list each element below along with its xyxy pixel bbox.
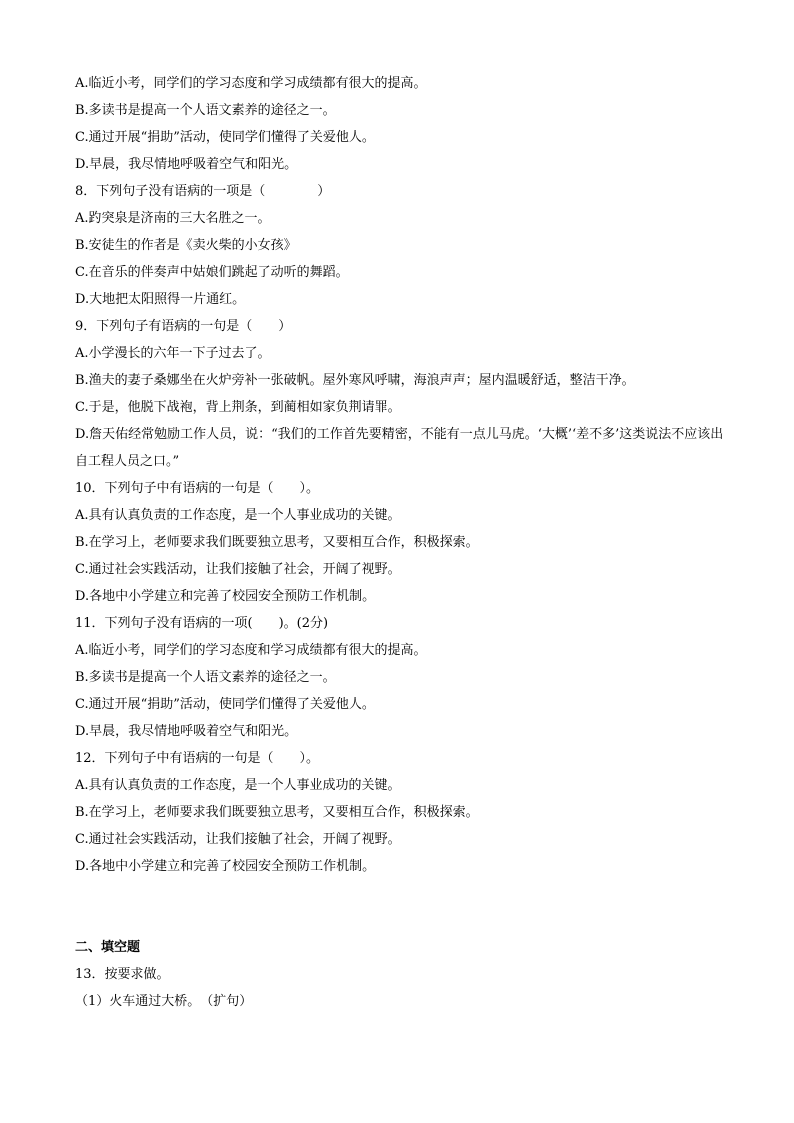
question-10 (75, 475, 735, 610)
option-b: B.在学习上，老师要求我们既要独立思考，又要相互合作，积极探索。 (75, 805, 479, 820)
exam-page (75, 70, 735, 1015)
question-stem: 9．下列句子有语病的一句是（ ） (75, 319, 292, 334)
option-c: C.通过开展“捐助”活动，使同学们懂得了关爱他人。 (75, 697, 375, 712)
option-d: D.各地中小学建立和完善了校园安全预防工作机制。 (75, 589, 376, 604)
option-d: D.大地把太阳照得一片通红。 (75, 292, 246, 307)
question-stem: 11．下列句子没有语病的一项( )。(2分) (75, 616, 329, 631)
option-a: A.小学漫长的六年一下子过去了。 (75, 346, 271, 361)
spacer (75, 880, 735, 934)
question-stem: 8．下列句子没有语病的一项是（ ） (75, 184, 331, 199)
option-c: C.通过社会实践活动，让我们接触了社会，开阔了视野。 (75, 832, 401, 847)
question-13-sub-1: （1）火车通过大桥。 （扩句） (75, 994, 253, 1009)
option-d: D.早晨，我尽情地呼吸着空气和阳光。 (75, 724, 298, 739)
option-d: D.各地中小学建立和完善了校园安全预防工作机制。 (75, 859, 376, 874)
question-11 (75, 610, 735, 745)
section-title: 二、填空题 (75, 940, 141, 955)
question-13-stem: 13．按要求做。 (75, 967, 170, 982)
option-a: A.临近小考，同学们的学习态度和学习成绩都有很大的提高。 (75, 76, 427, 91)
option-b: B.安徒生的作者是《卖火柴的小女孩》 (75, 238, 297, 253)
option-c: C.通过社会实践活动，让我们接触了社会，开阔了视野。 (75, 562, 401, 577)
option-a: A.具有认真负责的工作态度，是一个人事业成功的关键。 (75, 778, 401, 793)
question-8 (75, 178, 735, 313)
option-a: A.具有认真负责的工作态度，是一个人事业成功的关键。 (75, 508, 401, 523)
question-9 (75, 313, 735, 475)
option-c: C.于是，他脱下战袍，背上荆条，到蔺相如家负荆请罪。 (75, 400, 401, 415)
question-7-options (75, 70, 735, 178)
option-b: B.多读书是提高一个人语文素养的途径之一。 (75, 670, 336, 685)
question-12 (75, 745, 735, 880)
option-a: A.临近小考，同学们的学习态度和学习成绩都有很大的提高。 (75, 643, 427, 658)
option-d: D.詹天佑经常勉励工作人员，说：“我们的工作首先要精密，不能有一点儿马虎。‘大概’‘差不多’这类说法不应该出自工程人员之口。” (75, 427, 724, 469)
option-c: C.在音乐的伴奏声中姑娘们跳起了动听的舞蹈。 (75, 265, 349, 280)
option-b: B.在学习上，老师要求我们既要独立思考，又要相互合作，积极探索。 (75, 535, 479, 550)
question-stem: 12．下列句子中有语病的一句是（ ）。 (75, 751, 320, 766)
option-d: D.早晨，我尽情地呼吸着空气和阳光。 (75, 157, 298, 172)
option-b: B.多读书是提高一个人语文素养的途径之一。 (75, 103, 336, 118)
section-fill-in (75, 934, 735, 1015)
question-stem: 10．下列句子中有语病的一句是（ ）。 (75, 481, 320, 496)
option-c: C.通过开展“捐助”活动，使同学们懂得了关爱他人。 (75, 130, 375, 145)
option-b: B.渔夫的妻子桑娜坐在火炉旁补一张破帆。屋外寒风呼啸，海浪声声；屋内温暖舒适，整洁干净。 (75, 373, 635, 388)
option-a: A.趵突泉是济南的三大名胜之一。 (75, 211, 271, 226)
